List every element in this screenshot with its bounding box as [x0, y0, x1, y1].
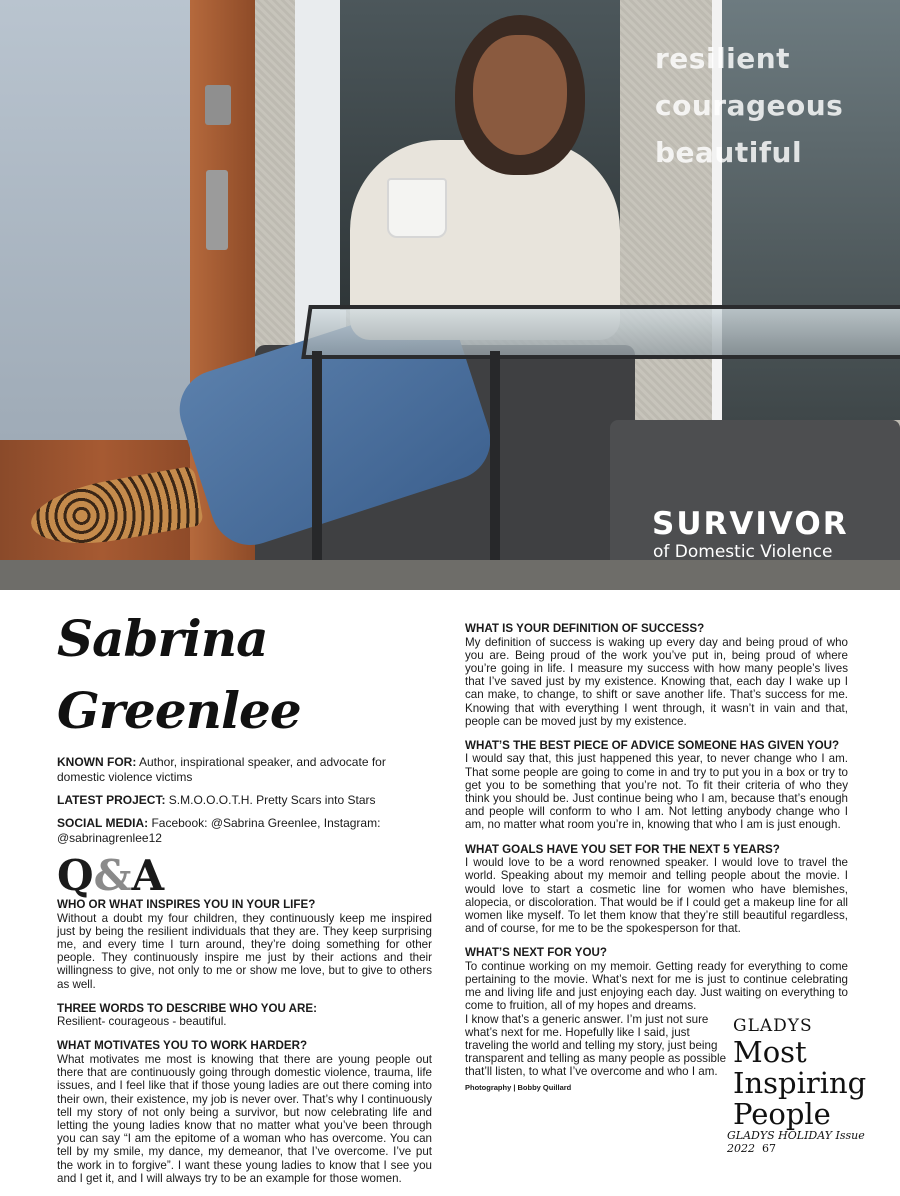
question: WHAT’S NEXT FOR YOU?: [465, 946, 607, 960]
known-for-value: Author, inspirational speaker, and advocate for domestic violence victims: [57, 755, 386, 784]
answer: I would say that, this just happened this year, to never change who I am. That some people are going to come in and try to put you in a box or try to get you to be something that you’re not. To fit their criteria of who they think you should be. Just continue being who I am, because that’s enough and people will conform to who I am. Not letting anybody change who I am, no matter what room you’re in, knowing that who I am is just enough.: [465, 752, 848, 832]
hero-word: resilient: [655, 42, 791, 75]
social-media-value: Facebook: @Sabrina Greenlee, Instagram: @sabrinagrenlee12: [57, 816, 381, 845]
profile-name: Sabrina Greenlee: [57, 609, 301, 740]
badge-brand: GLADYS: [733, 1016, 813, 1036]
page-number: 67: [762, 1142, 776, 1155]
most-inspiring-badge: [733, 1015, 893, 1130]
badge-line: Inspiring: [733, 1066, 867, 1100]
survivor-heading: SURVIVOR: [652, 506, 849, 542]
left-column: [57, 603, 432, 1196]
answer: My definition of success is waking up every day and being proud of who you are. Being proud of the work you’ve put in, being proud of where you’re going in life. I measure my success with how many people’s lives that I’ve saved just by my existence. Knowing that, each day I wake up I can make, to change, to shift or save another life. That’s success for me. Knowing that with everything I went through, it wasn’t in vain and that, people can be moved just by my existence.: [465, 635, 848, 728]
known-for-label: KNOWN FOR:: [57, 755, 137, 769]
answer: To continue working on my memoir. Getting ready for everything to come pertaining to the movie. What’s next for me is just to continue celebrating me and living life and just enjoying each day. Just waiting on everything to come to fruition, all of my hopes and dreams.: [465, 959, 848, 1013]
latest-project-value: S.M.O.O.O.T.H. Pretty Scars into Stars: [165, 793, 376, 807]
window-frame: [295, 0, 346, 350]
latest-project-label: LATEST PROJECT:: [57, 793, 166, 807]
question: WHAT GOALS HAVE YOU SET FOR THE NEXT 5 YEARS?: [465, 842, 780, 856]
social-media-label: SOCIAL MEDIA:: [57, 816, 149, 830]
hero-word: beautiful: [655, 136, 803, 169]
table-leg: [312, 351, 322, 590]
coffee-mug: [387, 178, 447, 238]
answer: What motivates me most is knowing that there are young people out there that are continuously going through domestic violence, trauma, life issues, and I feel like that if those young ladies are out there coming into their own, their existence, my job is never over. That’s why I continuously tell my story of not only being a survivor, but now celebrating life and letting the young ladies know that no matter what you’ve been through you can say “I am the epitome of a woman who has overcome. You can tell by my smile, my dance, my demeanor, that I’ve overcome. I’ve put the work in to forgive”. I want these young ladies to know that I see you and I get it, and I will always try to be an example for those women.: [57, 1052, 432, 1185]
answer: Without a doubt my four children, they continuously keep me inspired just by being the resilient individuals that they are. They keep surprising me, and every time I turn around, they’re doing something for other people. They continuously inspire me just by their actions and their willingness to give, not only to me or show me love, but to give to others as well.: [57, 911, 432, 991]
qa-logo: [57, 851, 432, 900]
question: WHAT IS YOUR DEFINITION OF SUCCESS?: [465, 622, 705, 635]
qa-logo-a: A: [131, 851, 165, 900]
question: THREE WORDS TO DESCRIBE WHO YOU ARE:: [57, 1001, 318, 1015]
footer-issue: GLADYS HOLIDAY Issue 2022: [727, 1129, 865, 1155]
table-leg: [490, 351, 500, 590]
door-glass: [0, 0, 190, 440]
hero-words: [655, 35, 843, 176]
photo-credit: Photography | Bobby Quillard: [465, 1082, 572, 1092]
person-face: [473, 35, 567, 155]
survivor-subheading: of Domestic Violence: [653, 542, 833, 562]
door-handle: [206, 170, 228, 250]
latest-project: [57, 793, 432, 808]
hero-word: courageous: [655, 89, 844, 122]
question: WHO OR WHAT INSPIRES YOU IN YOUR LIFE?: [57, 898, 316, 911]
glass-table: [301, 305, 900, 359]
badge-line: People: [733, 1097, 831, 1131]
answer-continued: I know that’s a generic answer. I’m just not sure what’s next for me. Hopefully like I said, just traveling the world and telling my story, just being transparent and telling as many people as possible that’ll listen, to what I’ve overcome and who I am.: [465, 1012, 727, 1079]
qa-logo-q: Q: [57, 851, 94, 900]
page-footer: [727, 1129, 900, 1155]
question: WHAT’S THE BEST PIECE OF ADVICE SOMEONE HAS GIVEN YOU?: [465, 738, 840, 752]
door-lock: [205, 85, 231, 125]
qa-logo-amp: &: [93, 851, 132, 900]
answer: Resilient- courageous - beautiful.: [57, 1015, 227, 1029]
hero-photo: [0, 0, 900, 590]
question: WHAT MOTIVATES YOU TO WORK HARDER?: [57, 1039, 308, 1053]
badge-line: Most: [733, 1035, 807, 1069]
known-for: [57, 755, 432, 785]
answer: I would love to be a word renowned speaker. I would love to travel the world. Speaking about my memoir and telling people about the movie. I would love to start a cosmetic line for women who have blemishes, alopecia, or discoloration. That would be if I could get a makeup line for all women like myself. To let them know that they’re still beautiful regardless, and of course, for me to be the spokesperson for that.: [465, 856, 848, 936]
floor: [0, 560, 900, 590]
social-media: [57, 816, 432, 846]
